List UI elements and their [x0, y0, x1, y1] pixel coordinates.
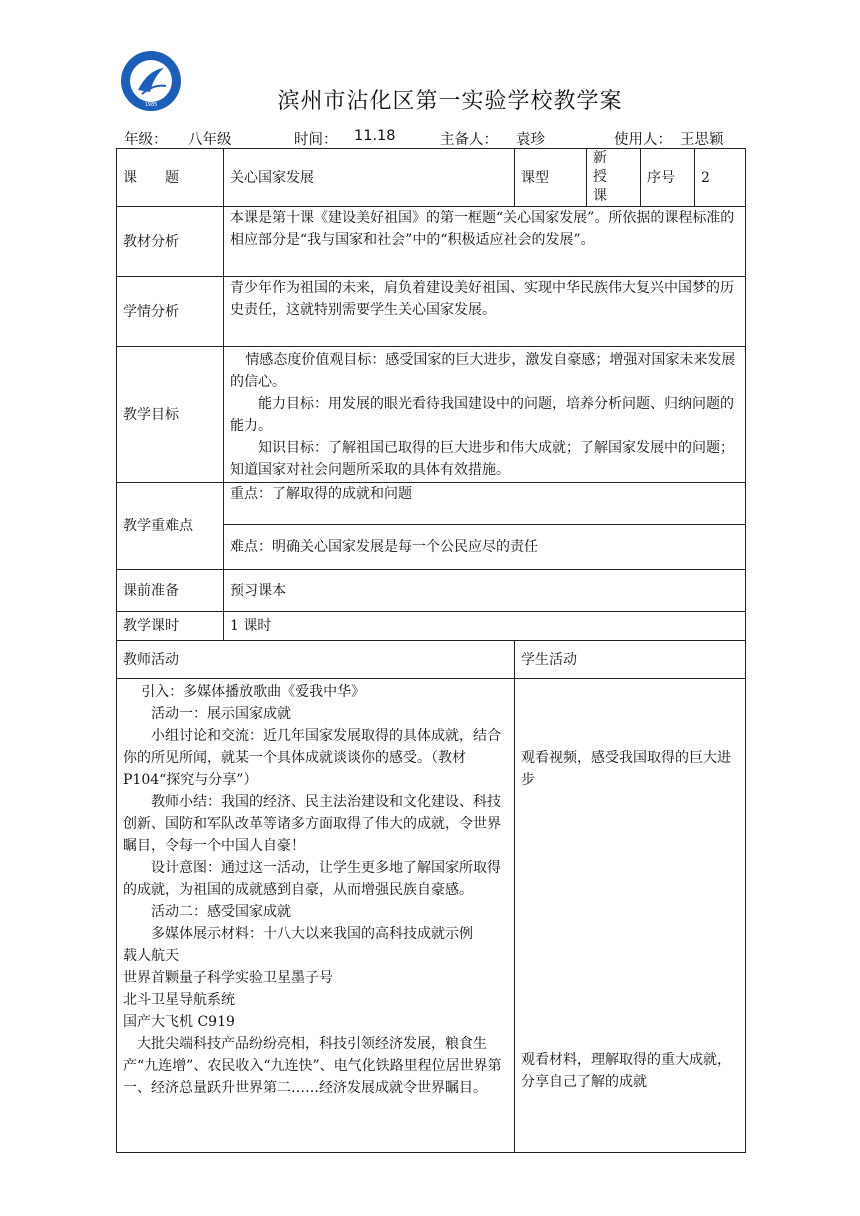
type-value: 新 授 课 — [587, 149, 641, 207]
user-label: 使用人： — [614, 132, 672, 148]
teacher-line: 世界首颗量子科学实验卫星墨子号 — [123, 970, 333, 986]
seq-label: 序号 — [641, 149, 695, 207]
student-activity-cell — [515, 679, 746, 1153]
teacher-line: 活动二：感受国家成就 — [151, 904, 291, 920]
goals-label: 教学目标 — [117, 347, 224, 483]
logo-year: 1985 — [144, 102, 158, 108]
keypoints-row — [117, 483, 746, 570]
preparer-value: 袁珍 — [516, 132, 545, 148]
goal-emotion: 情感态度价值观目标：感受国家的巨大进步，激发自豪感；增强对国家未来发展的信心。 — [230, 351, 736, 390]
preparer-label: 主备人： — [440, 132, 498, 148]
student-line: 观看视频，感受我国取得的巨大进步 — [521, 750, 731, 788]
keypoints-label: 教学重难点 — [117, 483, 224, 570]
teacher-line: 教师小结：我国的经济、民主法治建设和文化建设、科技创新、国防和军队改革等诸多方面取得了伟大的成就，令世界瞩目，令每一个中国人自豪！ — [123, 794, 501, 854]
teacher-line: 国产大飞机 C919 — [123, 1014, 235, 1030]
teacher-line: 引入：多媒体播放歌曲《爱我中华》 — [141, 684, 366, 700]
keypoints-cell — [224, 483, 746, 570]
material-text: 本课是第十课《建设美好祖国》的第一框题“关心国家发展”。所依据的课程标准的相应部分是“我与国家和社会”中的“积极适应社会的发展”。 — [224, 207, 746, 277]
students-text: 青少年作为祖国的未来，肩负着建设美好祖国、实现中华民族伟大复兴中国梦的历史责任，这就特别需要学生关心国家发展。 — [224, 277, 746, 347]
students-row — [117, 277, 746, 347]
topic-value: 关心国家发展 — [224, 149, 515, 207]
students-label: 学情分析 — [117, 277, 224, 347]
teacher-line: 小组讨论和交流：近几年国家发展取得的具体成就，结合你的所见所闻，就某一个具体成就谈谈你的感受。（教材 P104“探究与分享”） — [123, 728, 501, 788]
prep-row — [117, 570, 746, 612]
teacher-line: 北斗卫星导航系统 — [123, 992, 235, 1008]
topic-row — [117, 149, 746, 207]
meta-row — [124, 128, 754, 148]
teacher-line: 载人航天 — [123, 948, 179, 964]
goals-row — [117, 347, 746, 483]
grade-label: 年级： — [124, 132, 168, 148]
material-row — [117, 207, 746, 277]
lesson-plan-table — [116, 148, 746, 1153]
grade-value: 八年级 — [188, 132, 232, 148]
teacher-line: 活动一：展示国家成就 — [151, 706, 291, 722]
teacher-activity-cell — [117, 679, 515, 1153]
goal-ability: 能力目标：用发展的眼光看待我国建设中的问题，培养分析问题、归纳问题的能力。 — [230, 395, 734, 434]
teacher-line: 设计意图：通过这一活动，让学生更多地了解国家所取得的成就，为祖国的成就感到自豪，从而增强民族自豪感。 — [123, 860, 501, 898]
prep-label: 课前准备 — [117, 570, 224, 612]
goals-cell — [224, 347, 746, 483]
time-value: 11.18 — [354, 128, 396, 144]
time-label: 时间： — [294, 132, 338, 148]
goal-knowledge: 知识目标：了解祖国已取得的巨大进步和伟大成就；了解国家发展中的问题；知道国家对社会问题所采取的具体有效措施。 — [230, 439, 734, 478]
activity-header-row — [117, 641, 746, 679]
type-label: 课型 — [515, 149, 587, 207]
teacher-line: 多媒体展示材料：十八大以来我国的高科技成就示例 — [151, 926, 473, 942]
material-label: 教材分析 — [117, 207, 224, 277]
key-point: 重点：了解取得的成就和问题 — [224, 483, 745, 525]
teacher-activity-header: 教师活动 — [117, 641, 515, 679]
hours-label: 教学课时 — [117, 612, 224, 641]
user-value: 王思颖 — [680, 132, 724, 148]
hours-row — [117, 612, 746, 641]
student-activity-header: 学生活动 — [515, 641, 746, 679]
activity-content-row — [117, 679, 746, 1153]
prep-value: 预习课本 — [224, 570, 746, 612]
difficult-point: 难点：明确关心国家发展是每一个公民应尽的责任 — [230, 539, 538, 555]
student-line: 观看材料，理解取得的重大成就，分享自己了解的成就 — [521, 1052, 731, 1090]
document-title: 滨州市沾化区第一实验学校教学案 — [277, 89, 623, 114]
topic-label: 课 题 — [117, 149, 224, 207]
seq-value: 2 — [695, 149, 746, 207]
teacher-line: 大批尖端科技产品纷纷亮相，科技引领经济发展，粮食生产“九连增”、农民收入“九连快”、电气化铁路里程位居世界第一、经济总量跃升世界第二……经济发展成就令世界瞩目。 — [123, 1036, 502, 1096]
hours-value: 1 课时 — [224, 612, 746, 641]
